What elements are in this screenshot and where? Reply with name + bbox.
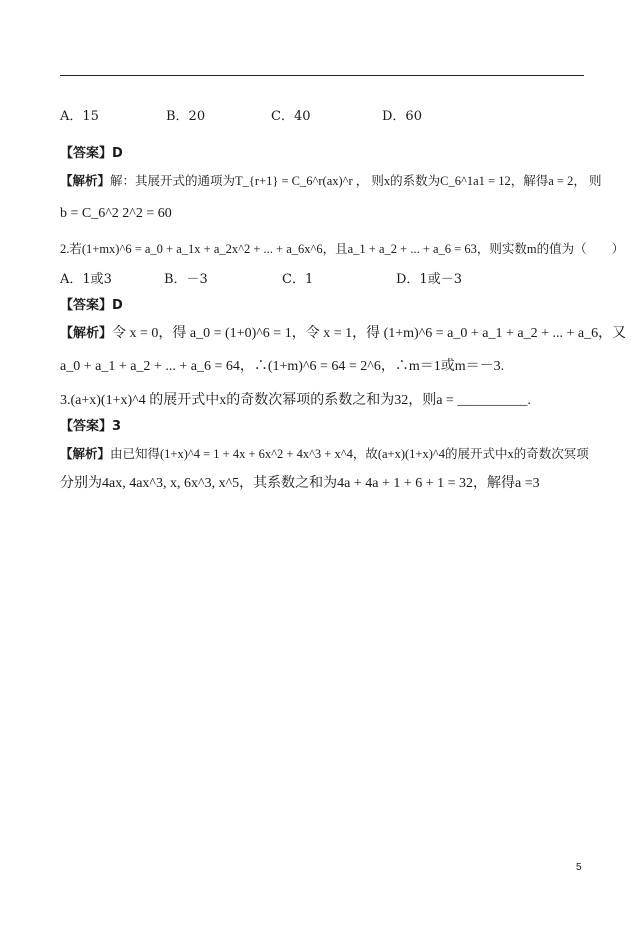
q3-solution-line2: 分别为4ax, 4ax^3, x, 6x^3, x^5，其系数之和为4a + 4a + 1 + 6 + 1 = 32，解得a =3 [60,476,540,491]
q1-option-c: C．40 [271,109,311,124]
q1-solution-line1 [60,172,601,190]
q1-solution-text1: 解：其展开式的通项为T_{r+1} = C_6^r(ax)^r ， 则x的系数为C_6^1a1 = 12，解得a = 2， 则 [110,174,602,188]
q2-stem: 2.若(1+mx)^6 = a_0 + a_1x + a_2x^2 + ... + a_6x^6，且a_1 + a_2 + ... + a_6 = 63，则实数m的值为（ ） [60,242,625,256]
q2-option-c: C．1 [282,272,314,287]
header-rule [60,75,584,76]
q3-solution-text1: 由已知得(1+x)^4 = 1 + 4x + 6x^2 + 4x^3 + x^4，故(a+x)(1+x)^4的展开式中x的奇数次冥项 [110,447,589,461]
q2-solution-text1: 令 x = 0，得 a_0 = (1+0)^6 = 1，令 x = 1，得 (1+m)^6 = a_0 + a_1 + a_2 + ... + a_6，又 [112,326,627,341]
q1-option-b: B．20 [166,109,206,124]
q3-solution-tag: 【解析】 [60,446,111,461]
q1-option-d: D．60 [382,109,422,124]
q2-option-a: A．1或3 [60,272,112,287]
q1-answer: 【答案】D [60,146,123,161]
q1-solution-line2: b = C_6^2 2^2 = 60 [60,206,172,221]
q2-solution-line2: a_0 + a_1 + a_2 + ... + a_6 = 64，∴(1+m)^6 = 64 = 2^6，∴m＝1或m＝－3. [60,359,505,374]
q3-answer: 【答案】3 [60,419,122,434]
q1-option-a: A．15 [60,109,99,124]
q2-answer: 【答案】D [60,298,123,313]
q3-solution-line1 [60,445,589,463]
q2-option-d: D．1或－3 [396,272,462,287]
q3-stem: 3.(a+x)(1+x)^4 的展开式中x的奇数次幂项的系数之和为32，则a = __________. [60,393,531,408]
q2-solution-tag: 【解析】 [60,326,113,341]
q2-solution-line1 [60,325,626,343]
page-number: 5 [576,862,582,873]
q2-option-b: B．－3 [164,272,208,287]
q1-solution-tag: 【解析】 [60,173,111,188]
